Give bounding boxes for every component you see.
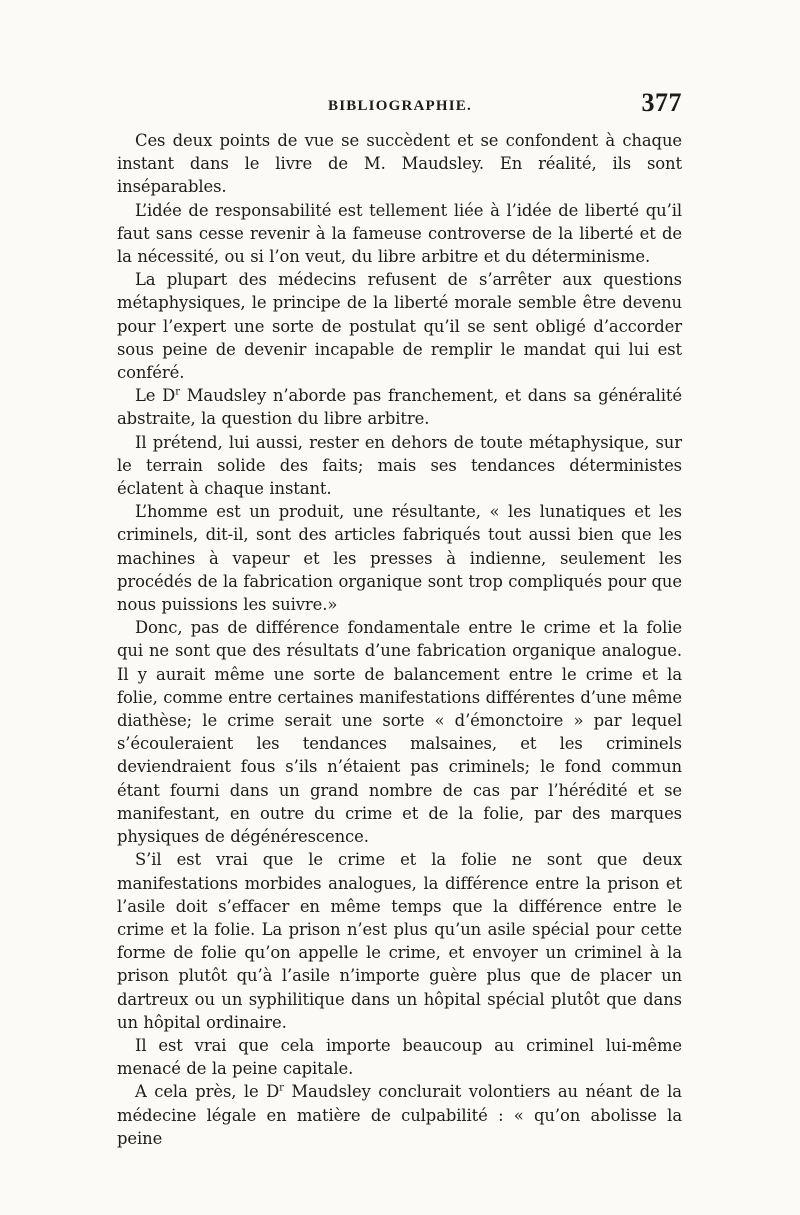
running-head: [118, 88, 682, 128]
paragraph-3: La plupart des médecins refusent de s’arrêter aux questions métaphysiques, le principe de la liberté morale semble être devenu pour l’expert une sorte de postulat qu’il se sent obligé d’accorder sous peine de devenir incapable de remplir le mandat qui lui est conféré.: [117, 270, 682, 383]
page-number: 377: [641, 88, 682, 117]
paragraph-4: [117, 384, 682, 430]
paragraph-4-superscript: r: [175, 386, 180, 398]
paragraph-9: Il est vrai que cela importe beaucoup au criminel lui-même menacé de la peine capitale.: [117, 1035, 682, 1079]
paragraph-8: S’il est vrai que le crime et la folie ne sont que deux manifestations morbides analogues, la différence entre la prison et l’asile doit s’effacer en même temps que la différence entre le crime et la folie. La prison n’est plus qu’un asile spécial pour cette forme de folie qu’on appelle le crime, et envoyer un criminel à la prison plutôt qu’à l’asile n’importe guère plus que de placer un dartreux ou un syphilitique dans un hôpital spécial plutôt que dans un hôpital ordinaire.: [117, 850, 682, 1032]
paragraph-7: Donc, pas de différence fondamentale entre le crime et la folie qui ne sont que des résultats d’une fabrication organique analogue. Il y aurait même une sorte de balancement entre le crime et la folie, comme entre certaines manifestations différentes d’une même diathèse; le crime serait une sorte « d’émonctoire » par lequel s’écouleraient les tendances malsaines, et les criminels deviendraient fous s’ils n’étaient pas criminels; le fond commun étant fourni dans un grand nombre de cas par l’hérédité et se manifestant, en outre du crime et de la folie, par des marques physiques de dégénérescence.: [117, 618, 682, 847]
body-text: [117, 129, 682, 1150]
paragraph-5: Il prétend, lui aussi, rester en dehors de toute métaphysique, sur le terrain solide des faits; mais ses tendances déterministes éclatent à chaque instant.: [117, 432, 682, 499]
paragraph-10-prefix: A cela près, le D: [135, 1082, 280, 1102]
running-title: BIBLIOGRAPHIE.: [328, 98, 472, 114]
paragraph-10-text: Maudsley conclurait volontiers au néant de la médecine légale en matière de culpabilité : « qu’on abolisse la peine: [117, 1082, 682, 1148]
paragraph-2: L’idée de responsabilité est tellement liée à l’idée de liberté qu’il faut sans cesse revenir à la fameuse controverse de la liberté et de la nécessité, ou si l’on veut, du libre arbitre et du déterminisme.: [117, 200, 682, 267]
paragraph-10-superscript: r: [279, 1082, 284, 1094]
paragraph-10: [117, 1080, 682, 1150]
paragraph-4-text: Maudsley n’aborde pas franchement, et dans sa généralité abstraite, la question du libre arbitre.: [117, 386, 683, 429]
paragraph-1: Ces deux points de vue se succèdent et se confondent à chaque instant dans le livre de M. Maudsley. En réalité, ils sont inséparables.: [117, 131, 682, 197]
paragraph-4-prefix: Le D: [135, 386, 176, 406]
paragraph-6: L’homme est un produit, une résultante, « les lunatiques et les criminels, dit-il, sont des articles fabriqués tout aussi bien que les machines à vapeur et les presses à indienne, seulement les procédés de la fabrication organique sont trop compliqués pour que nous puissions les suivre.»: [117, 502, 682, 615]
